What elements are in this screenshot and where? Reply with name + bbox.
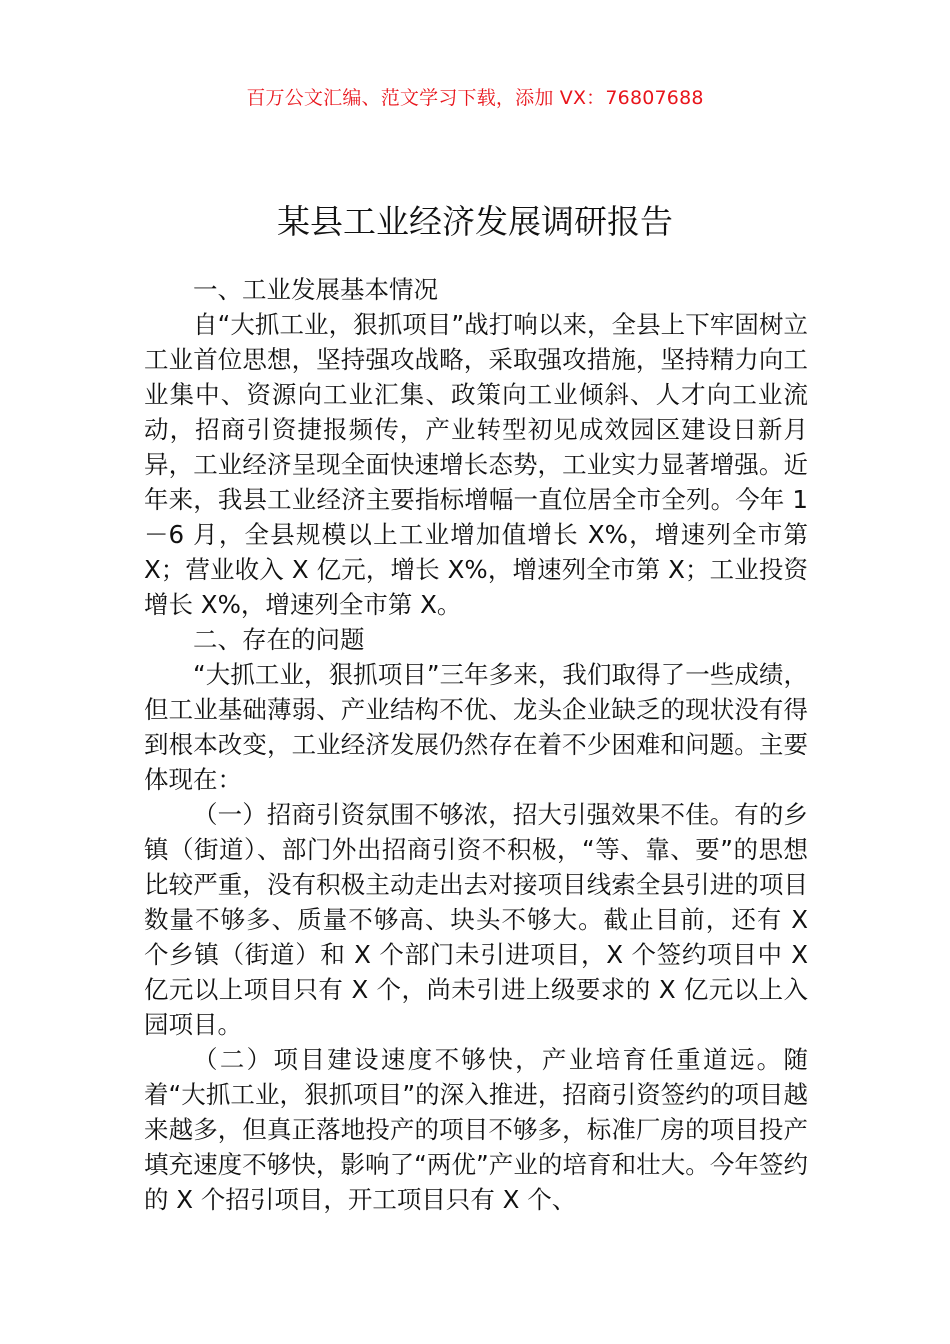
section-heading: 一、工业发展基本情况 <box>193 275 438 304</box>
body-paragraph: （二）项目建设速度不够快，产业培育任重道远。随着“大抓工业，狠抓项目”的深入推进，招商引资签约的项目越来越多，但真正落地投产的项目不够多，标准厂房的项目投产填充速度不够快，影响了“两优”产业的培育和壮大。今年签约的 X 个招引项目，开工项目只有 X 个、 <box>144 1045 808 1214</box>
document-title: 某县工业经济发展调研报告 <box>277 202 673 242</box>
body-paragraph: “大抓工业，狠抓项目”三年多来，我们取得了一些成绩，但工业基础薄弱、产业结构不优、龙头企业缺乏的现状没有得到根本改变，工业经济发展仍然存在着不少困难和问题。主要体现在： <box>144 660 808 794</box>
body-paragraph: 自“大抓工业，狠抓项目”战打响以来，全县上下牢固树立工业首位思想，坚持强攻战略，采取强攻措施，坚持精力向工业集中、资源向工业汇集、政策向工业倾斜、人才向工业流动，招商引资捷报频传，产业转型初见成效园区建设日新月异，工业经济呈现全面快速增长态势，工业实力显著增强。近年来，我县工业经济主要指标增幅一直位居全市全列。今年 1－6 月，全县规模以上工业增加值增长 X%，增速列全市第 X；营业收入 X 亿元，增长 X%，增速列全市第 X；工业投资增长 X%，增速列全市第 X。 <box>144 310 808 619</box>
document-body <box>144 272 808 1217</box>
section-heading: 二、存在的问题 <box>193 625 365 654</box>
body-paragraph: （一）招商引资氛围不够浓，招大引强效果不佳。有的乡镇（街道）、部门外出招商引资不积极，“等、靠、要”的思想比较严重，没有积极主动走出去对接项目线索全县引进的项目数量不够多、质量不够高、块头不够大。截止目前，还有 X 个乡镇（街道）和 X 个部门未引进项目，X 个签约项目中 X 亿元以上项目只有 X 个，尚未引进上级要求的 X 亿元以上入园项目。 <box>144 800 808 1039</box>
watermark-banner: 百万公文汇编、范文学习下载，添加 VX：76807688 <box>246 87 704 109</box>
